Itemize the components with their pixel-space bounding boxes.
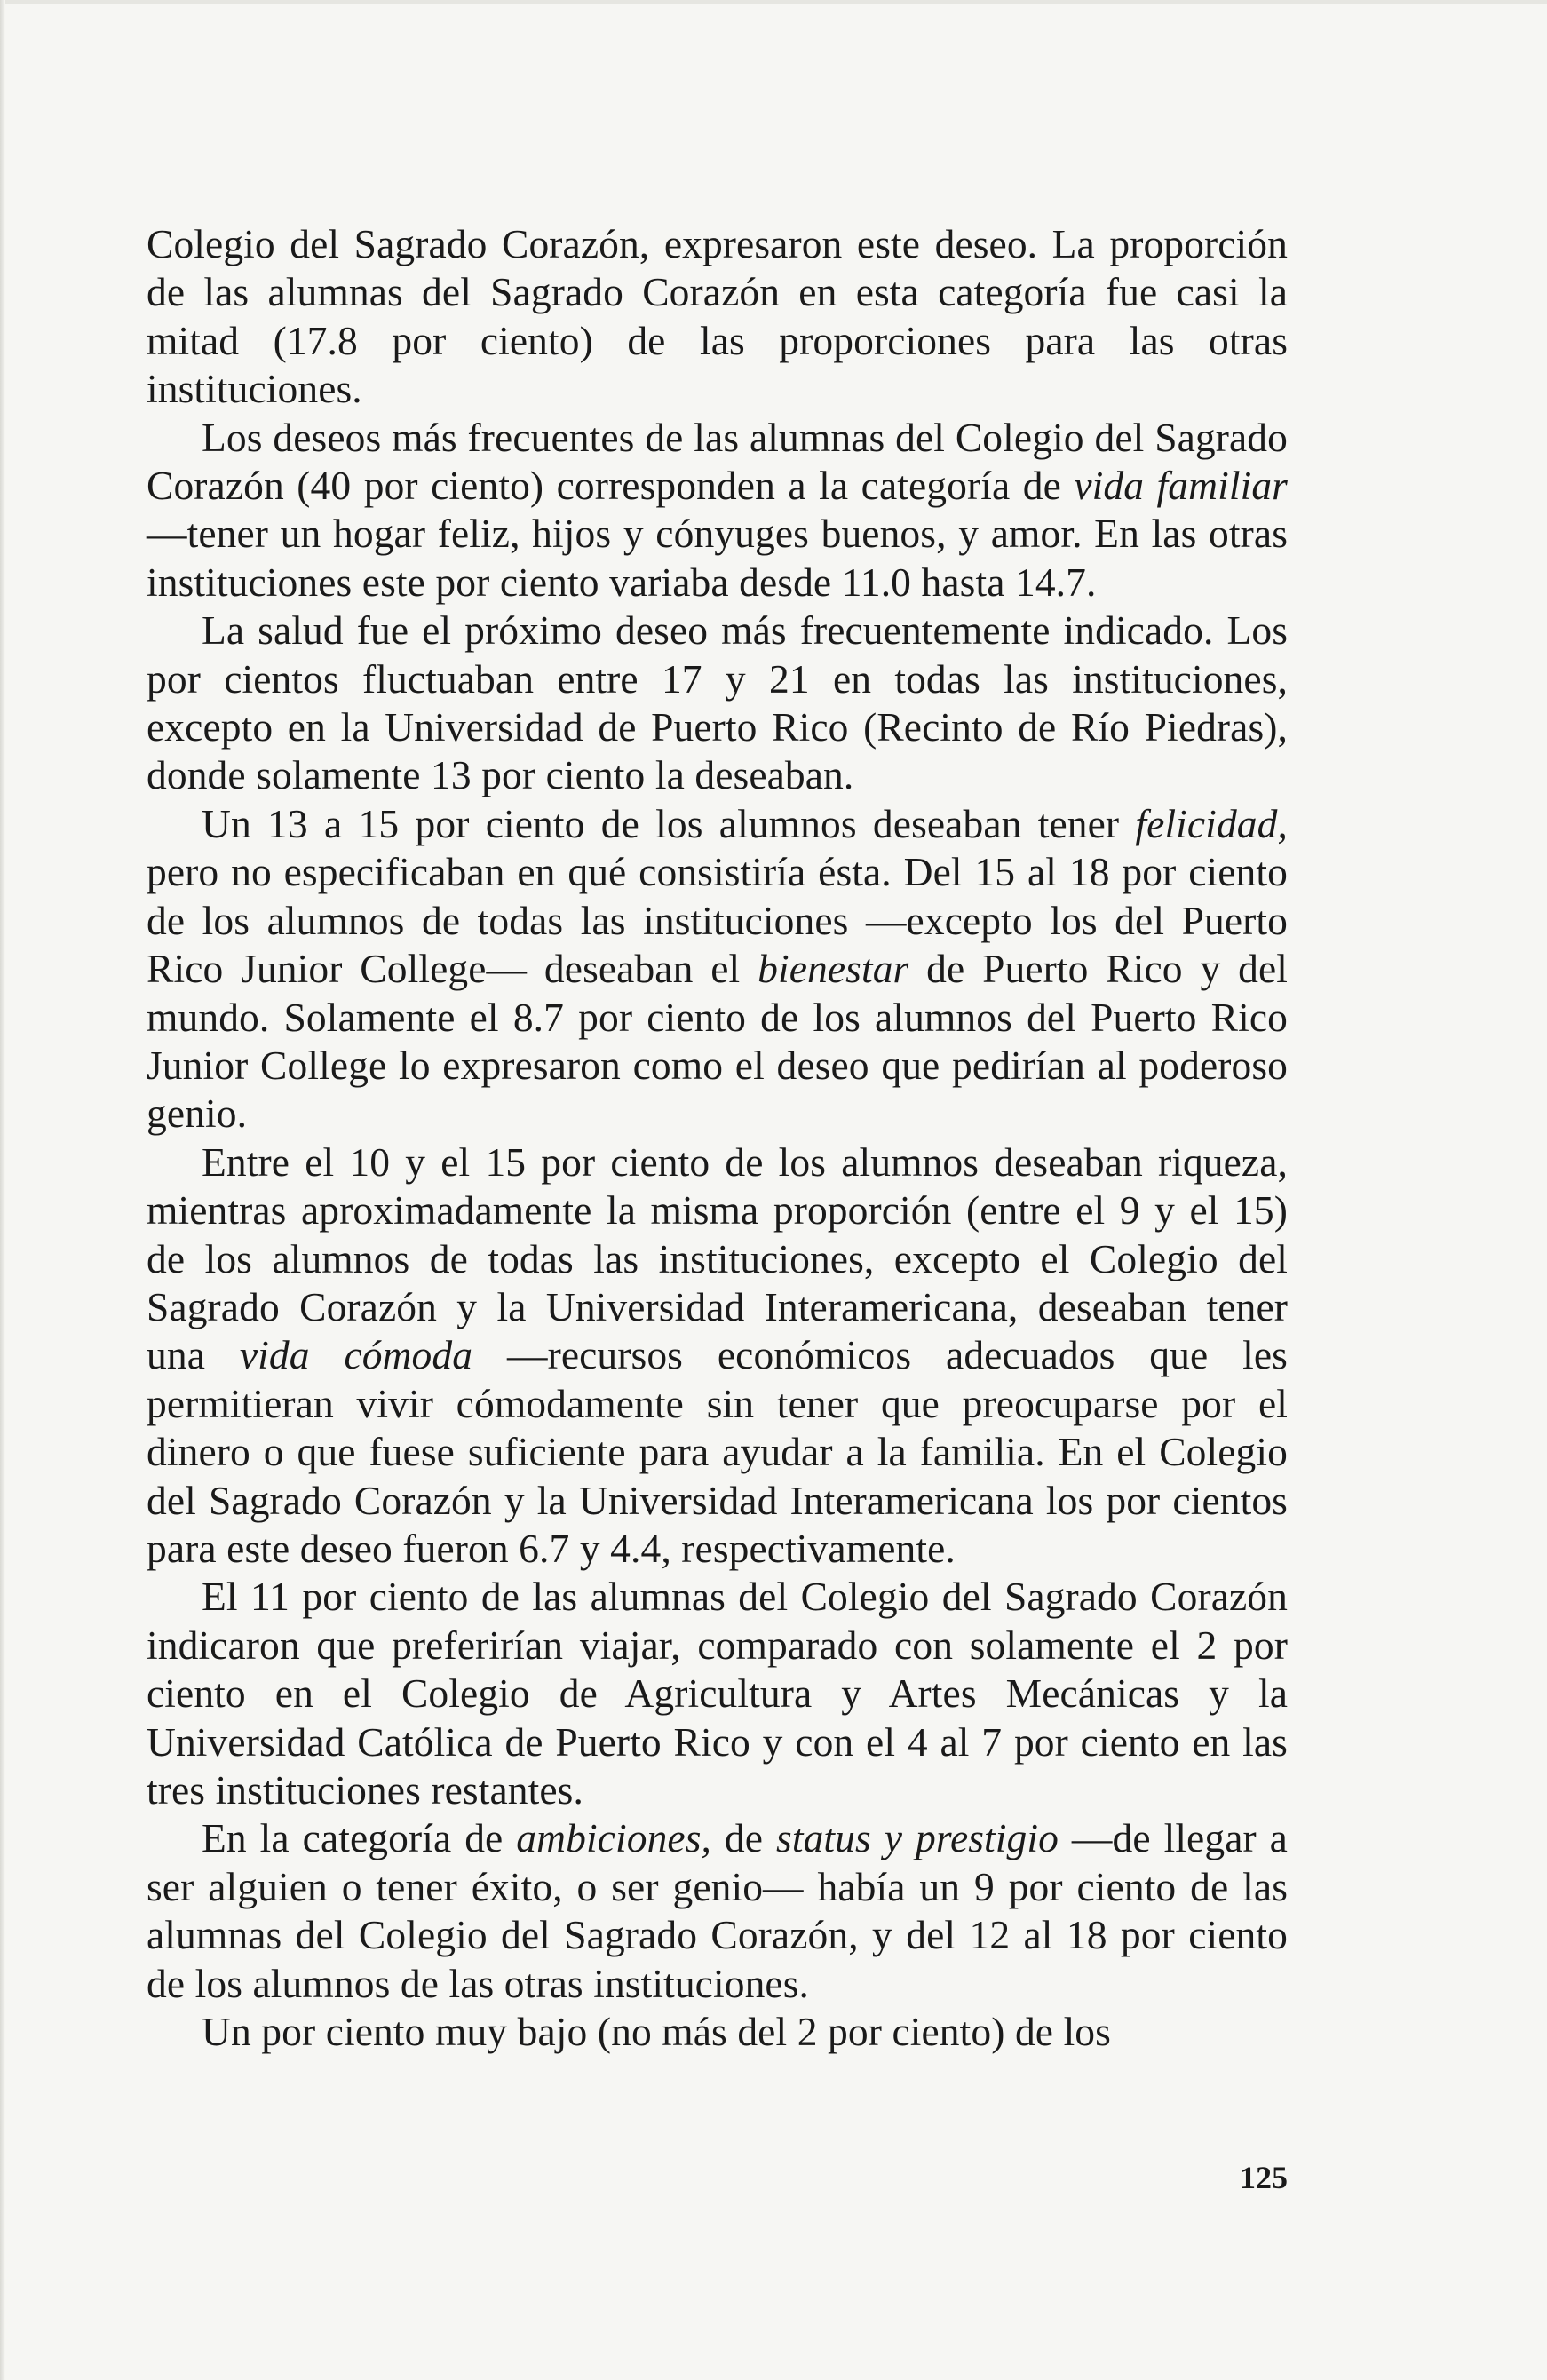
italic-term: ambiciones, [516, 1815, 711, 1861]
scan-top-edge [0, 0, 1547, 4]
paragraph-p4 [147, 800, 1288, 1138]
text-run: de Puerto Rico y del mundo. Solamente el 8.7 por ciento de los alumnos del Puerto Rico Junior College lo expresaron como el deseo que pedirían al poderoso genio. [147, 946, 1288, 1137]
text-run: Un por ciento muy bajo (no más del 2 por ciento) de los [202, 2009, 1111, 2055]
text-run: En la categoría de [202, 1815, 517, 1861]
italic-term: vida cómoda [239, 1332, 473, 1378]
text-run: pero no especificaban en qué consistiría ésta. Del 15 al 18 por ciento de los alumnos de todas las instituciones —excepto los del Puerto Rico Junior College— deseaban el [147, 849, 1288, 992]
page-body [147, 220, 1288, 2056]
text-run: Un 13 a 15 por ciento de los alumnos deseaban tener [202, 800, 1136, 846]
paragraph-p6 [147, 1573, 1288, 1814]
paragraph-p8 [147, 2008, 1288, 2056]
text-run: de [711, 1815, 777, 1861]
italic-term: felicidad, [1135, 800, 1288, 846]
text-run: —de llegar a ser alguien o tener éxito, o ser genio— había un 9 por ciento de las alumnas del Colegio del Sagrado Corazón, y del 12 al 18 por ciento de los alumnos de las otras instituciones. [147, 1815, 1288, 2006]
italic-term: bienestar [758, 946, 909, 992]
paragraph-p5 [147, 1138, 1288, 1574]
text-run: El 11 por ciento de las alumnas del Colegio del Sagrado Corazón indicaron que preferirían viajar, comparado con solamente el 2 por ciento en el Colegio de Agricultura y Artes Mecánicas y la Universidad Católica de Puerto Rico y con el 4 al 7 por ciento en las tres instituciones restantes. [147, 1574, 1288, 1813]
text-run: Los deseos más frecuentes de las alumnas del Colegio del Sagrado Corazón (40 por ciento) corresponden a la categoría de [147, 414, 1288, 509]
paragraph-p3 [147, 607, 1288, 800]
text-run: La salud fue el próximo deseo más frecuentemente indicado. Los por cientos fluctuaban entre 17 y 21 en todas las instituciones, excepto en la Universidad de Puerto Rico (Recinto de Río Piedras), donde solamente 13 por ciento la deseaban. [147, 607, 1288, 798]
page-number: 125 [1240, 2160, 1288, 2195]
scan-left-edge [0, 0, 5, 2380]
paragraph-p1 [147, 220, 1288, 414]
italic-term: vida familiar [1074, 463, 1288, 509]
paragraph-p2 [147, 414, 1288, 607]
paragraph-p7 [147, 1814, 1288, 2008]
text-run: —tener un hogar feliz, hijos y cónyuges buenos, y amor. En las otras instituciones este por ciento variaba desde 11.0 hasta 14.7. [147, 511, 1288, 605]
italic-term: status y prestigio [776, 1815, 1059, 1861]
text-run: —recursos económicos adecuados que les permitieran vivir cómodamente sin tener que preocuparse por el dinero o que fuese suficiente para ayudar a la familia. En el Colegio del Sagrado Corazón y la Universidad Interamericana los por cientos para este deseo fueron 6.7 y 4.4, respectivamente. [147, 1332, 1288, 1571]
text-run: Entre el 10 y el 15 por ciento de los alumnos deseaban riqueza, mientras aproximadamente la misma proporción (entre el 9 y el 15) de los alumnos de todas las instituciones, excepto el Colegio del Sagrado Corazón y la Universidad Interamericana, deseaban tener una [147, 1138, 1288, 1378]
text-run: Colegio del Sagrado Corazón, expresaron este deseo. La proporción de las alumnas del Sagrado Corazón en esta categoría fue casi la mitad (17.8 por ciento) de las proporciones para las otras instituciones. [147, 221, 1288, 412]
